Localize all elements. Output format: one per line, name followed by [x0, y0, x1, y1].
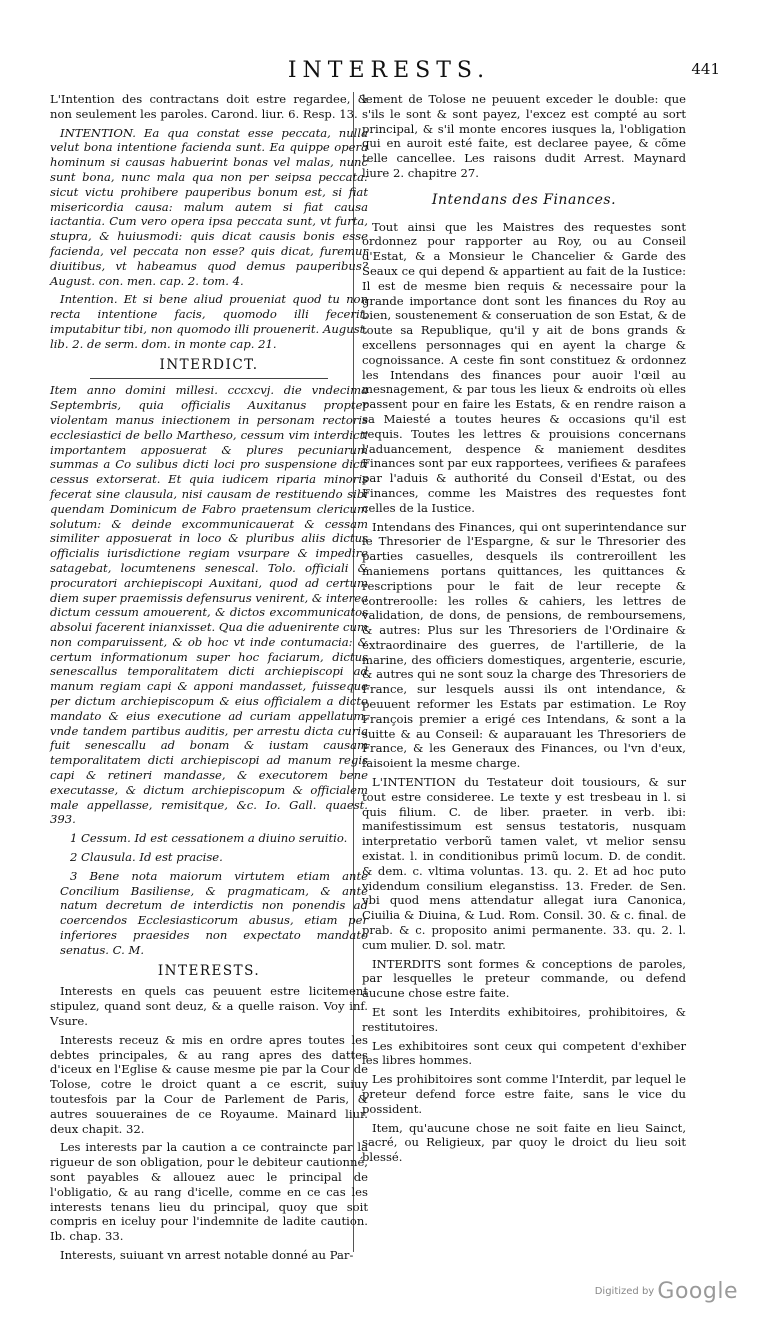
section-heading-interests: INTERESTS.: [157, 962, 261, 979]
paragraph: INTENTION. Ea qua constat esse peccata, nulla velut bona intentione facienda sunt. Ea quippe opera hominum si causas habuerint bonas vel malas, nunc sunt bona, nunc mala qua non per seipsa peccata: sicut victu prohibere pauperibus bonum est, si fiat misericordia causa: malum autem si fiat causa iactantia. Cum vero opera ipsa peccata sunt, vt furta, stupra, & huiusmodi: quis dicat causis bonis esse facienda, vel peccata non esse? quis dicat, furemur diuitibus, vt habeamus quod demus pauperibus? August. con. men. cap. 2. tom. 4.: [50, 125, 368, 288]
paragraph: Les exhibitoires sont ceux qui competent d'exhiber les libres hommes.: [362, 1038, 686, 1068]
paragraph: Les prohibitoires sont comme l'Interdit, par lequel le preteur defend force estre faite, sans le vice du possident.: [362, 1072, 686, 1116]
paragraph: Les interests par la caution a ce contrainctе par la rigueur de son obligation, pour le debiteur cautionné, sont payables & allouez auec le principal de l'obligatio, & au rang d'icelle, comme en ce cas les interests tenans lieu du principal, quoy que soit compris en iceluy pour l'indemnite de ladite caution. Ib. chap. 33.: [50, 1140, 368, 1244]
paragraph: Item, qu'aucune chose ne soit faite en lieu Sainct, sacré, ou Religieux, par quoy le droict du lieu soit blessé.: [362, 1120, 686, 1165]
paragraph: Et sont les Interdits exhibitoires, prohibitoires, & restitutoires.: [362, 1005, 686, 1034]
section-heading-interdict: INTERDICT.: [159, 356, 259, 373]
footnote: 1 Cessum. Id est cessationem a diuino seruitio.: [70, 831, 348, 846]
paragraph: L'Intention des contractans doit estre regardee, & non seulement les paroles. Carond. liur. 6. Resp. 13.: [50, 92, 368, 121]
paragraph: Interests receuz & mis en ordre apres toutes les debtes principales, & au rang apres des dattes d'iceux en l'Eglise & cause mesme pie par la Cour de Tolose, cotre le droict quant a ce escrit, suiuy toutesfois par la Cour de Parlement de Paris, & autres souueraines de ce Royaume. Mainard liur. deux chapit. 32.: [50, 1032, 368, 1136]
paragraph: Tout ainsi que les Maistres des requestes sont ordonnez pour rapporter au Roy, ou au Conseil d'Estat, & a Monsieur le Chancelier & Garde des Seaux ce qui depend & appartient au fait de la Iustice: Il est de mesme bien requis & necessaire pour la grande importance dont sont les finances du Roy au bien, soustenement & conseruation de son Estat, & de toute sa Republique, qu'il y ait de bons grands & excellens personnages qui en ayent la charge & cognoissance. A ceste fin sont constituez & ordonnez les Intendans des finances pour auoir l'œil au mesnagement, & par tous les lieux & endroits où elles passent pour en faire les Estats, & en rendre raison a sa Maiesté a toutes heures & occasions qu'il est requis. Toutes les lettres & prouisions concernans l'aduancement, despence & maniement desdites Finances sont par eux rapportees, verifiees & parafees par l'aduis & authorité du Conseil d'Estat, ou des Finances, comme les Maistres des requestes font celles de la Iustice.: [362, 219, 686, 515]
page-number: 441: [691, 60, 720, 78]
digitized-by-label: Digitized by: [594, 1286, 655, 1297]
paragraph: Interests, suiuant vn arrest notable donné au Par-: [60, 1247, 354, 1262]
paragraph: lement de Tolose ne peuuent exceder le double: que s'ils le sont & sont payez, l'excez est compté au sort principal, & s'il monte encores iusques la, l'obligation qui en auroit esté faite, est declaree payee, & cõme telle cancellee. Les raisons dudit Arrest. Maynard liure 2. chapitre 27.: [362, 92, 686, 180]
paragraph: Intention. Et si bene aliud proueniat quod tu non recta intentione facis, quomodo illi fecerit, imputabitur tibi, non quomodo illi prouenerit. August. lib. 2. de serm. dom. in monte cap. 21.: [50, 292, 368, 351]
right-column: [362, 92, 686, 1169]
left-column: [50, 92, 368, 1267]
paragraph: Item anno domini millesi. cccxcvj. die vndecima Septembris, quia officialis Auxitanus propter violentam manus iniectionem in personam rectoris ecclesiastici de bello Martheso, cessum vim interdicti importantem apposuerat & plures pecuniarum summas a Co sulibus dicti loci pro suspensione dicti cessus extorserat. Et quia iudicem riparia minoris fecerat sine clausula, nisi causam de restituendo sibi quendam Dominicum de Fabro praetensum clericum solutum: & deinde excommunicauerat & cessam similiter apposuerat in loco & pluribus aliis dictus officialis iurisdictione regiam vsurpare & impedire satagebat, locumtenens senescal. Tolo. officiali & procuratori archiepiscopi Auxitani, quod ad certum diem super praemissis defensurus venirent, & interea dictum cessum amouerent, & dictos excommunicatos absolui facerent inianxisset. Qua die aduenirente cum non comparuissent, & ob hoc vt inde contumacia: & certum informationum super hoc faciarum, dictus senescallus temporalitatem dicti archiepiscopi ad manum regiam capi & apponi mandasset, fuisseque per dictum archiepiscopum & eius officialem a dicto mandato & eius executione ad curiam appellatum, vnde tandem partibus auditis, per arrestu dicta curia fuit senescallu ad bonam & iustam causam temporalitatem dicti archiepiscopi ad manum regis capi & retineri mandasse, & executorem bene executasse, & dictum archiepiscopum & officialem male appellasse, remisitque, &c. Io. Gall. quaest. 393.: [50, 383, 369, 827]
google-logo: Google: [657, 1279, 738, 1304]
footnote: 3 Bene nota maiorum virtutem etiam ante Concilium Basiliense, & pragmaticam, & ante natum decretum de interdictis non ponendis ad coercendos Ecclesiasticorum abusus, etiam per inferiores praesides non expectato mandato senatus. C. M.: [60, 868, 368, 957]
paragraph: Interests en quels cas peuuent estre licitement stipulez, quand sont deuz, & a quelle raison. Voy inf. Vsure.: [50, 984, 368, 1029]
divider-rule: [90, 378, 328, 379]
paragraph: INTERDITS sont formes & conceptions de paroles, par lesquelles le preteur commande, ou defend aucune chose estre faite.: [362, 956, 686, 1001]
footnote: 2 Clausula. Id est pracise.: [70, 850, 223, 865]
paragraph: L'INTENTION du Testateur doit tousiours, & sur tout estre consideree. Le texte y est tresbeau in l. si quis filium. C. de liber. praeter. in verb. ibi: manifestissimum est sensus testatoris, nusquam interpretatio verborũ tamen valet, vt melior sensu existat. l. in conditionibus primũ locum. D. de condit. & dem. c. vltima voluntas. 13. qu. 2. Et ad hoc puto videndum consilium eleganstiss. 13. Freder. de Sen. vbi quod mens attendatur allegat iura Canonica, Ciuilia & Diuina, & Lud. Rom. Consil. 30. & c. final. de prab. & c. proposito animi permanente. 33. qu. 2. l. cum mulier. D. sol. matr.: [362, 775, 686, 952]
running-head: INTERESTS.: [287, 58, 491, 83]
section-heading-intendans: Intendans des Finances.: [431, 191, 617, 208]
digitized-watermark: [595, 1279, 738, 1304]
paragraph: Intendans des Finances, qui ont superintendance sur le Thresorier de l'Espargne, & sur le Thresorier des parties casuelles, desquels ils contreroillent les maniemens portans quittances, les quittances & rescriptions pour le fait de leur recepte & contreroolle: les rolles & cahiers, les lettres de validation, de dons, de pensions, de remboursemens, & autres: Plus sur les Thresoriers de l'Ordinaire & extraordinaire des guerres, de l'artillerie, de la marine, des officiers domestiques, argenterie, escurie, & autres qui ne sont souz la charge des Thresoriers de France, sur lesquels aussi ils ont intendance, & peuuent reformer les Estats par estimation. Le Roy François premier a erigé ces Intendans, & sont a la suitte & au Conseil: & auparauant les Thresoriers de France, & les Generaux des Finances, ou l'vn d'eux, faisoient la mesme charge.: [362, 519, 686, 771]
